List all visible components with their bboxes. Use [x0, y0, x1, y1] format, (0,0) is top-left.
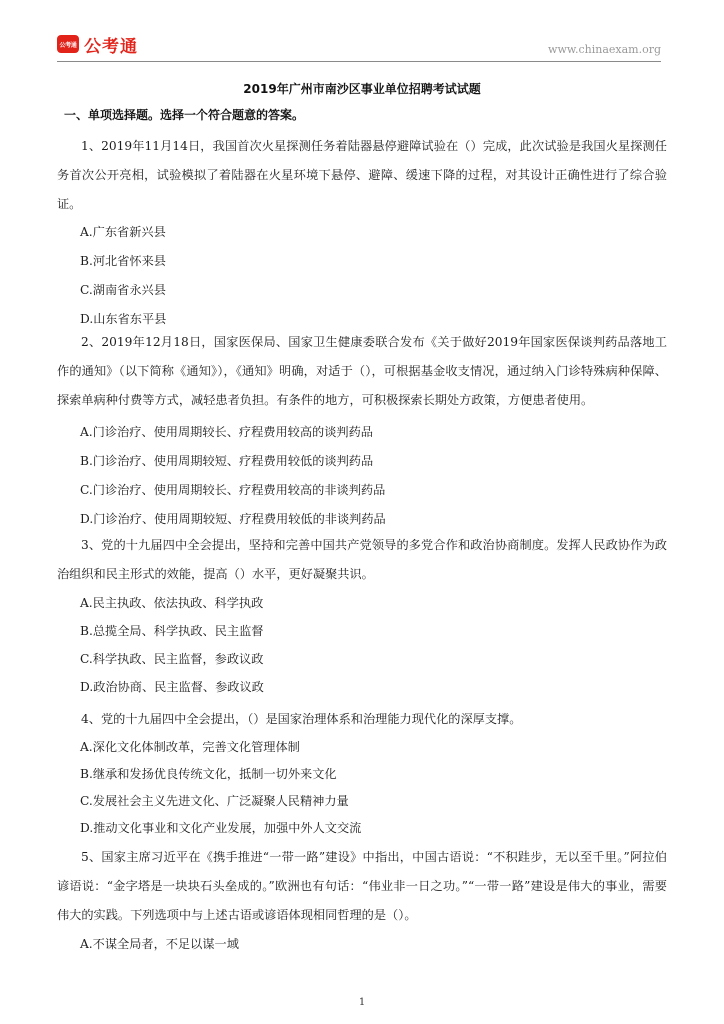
q3-option-c: C.科学执政、民主监督，参政议政 [80, 652, 264, 666]
q1-option-c: C.湖南省永兴县 [80, 283, 166, 297]
q3-option-b: B.总揽全局、科学执政、民主监督 [80, 624, 264, 638]
q4-option-b: B.继承和发扬优良传统文化，抵制一切外来文化 [80, 767, 337, 781]
question-5: 5、国家主席习近平在《携手推进“一带一路”建设》中指出，中国古语说：“不积跬步，无以至千里。”阿拉伯谚语说：“金字塔是一块块石头垒成的。”欧洲也有句话：“伟业非一日之功。”“一带一路”建设是伟大的事业，需要伟大的实践。下列选项中与上述古语或谚语体现相同哲理的是（）。 [57, 850, 667, 922]
question-3: 3、党的十九届四中全会提出，坚持和完善中国共产党领导的多党合作和政治协商制度。发挥人民政协作为政治组织和民主形式的效能，提高（）水平，更好凝聚共识。 [57, 538, 667, 581]
logo[interactable] [57, 33, 138, 55]
q1-option-d: D.山东省东平县 [80, 312, 167, 326]
q4-option-d: D.推动文化事业和文化产业发展，加强中外人文交流 [80, 821, 362, 835]
question-2: 2、2019年12月18日，国家医保局、国家卫生健康委联合发布《关于做好2019年国家医保谈判药品落地工作的通知》（以下简称《通知》），《通知》明确，对适于（），可根据基金收支情况，通过纳入门诊特殊病种保障、探索单病种付费等方式，减轻患者负担。有条件的地方，可积极探索长期处方政策，方便患者使用。 [57, 335, 667, 407]
q2-option-a: A.门诊治疗、使用周期较长、疗程费用较高的谈判药品 [80, 425, 373, 439]
logo-text: 公考通 [84, 36, 138, 57]
page-number: 1 [358, 997, 366, 1008]
q1-option-a: A.广东省新兴县 [80, 225, 166, 239]
logo-badge-icon: 公考通 [57, 35, 79, 53]
section-heading: 一、单项选择题。选择一个符合题意的答案。 [64, 108, 305, 122]
document-title: 2019年广州市南沙区事业单位招聘考试试题 [243, 82, 481, 96]
q1-option-b: B.河北省怀来县 [80, 254, 166, 268]
question-1: 1、2019年11月14日，我国首次火星探测任务着陆器悬停避障试验在（）完成，此次试验是我国火星探测任务首次公开亮相，试验模拟了着陆器在火星环境下悬停、避障、缓速下降的过程，对其设计正确性进行了综合验证。 [57, 139, 667, 211]
q2-option-b: B.门诊治疗、使用周期较短、疗程费用较低的谈判药品 [80, 454, 374, 468]
header-divider [57, 61, 661, 62]
q5-option-a: A.不谋全局者，不足以谋一域 [80, 937, 239, 951]
q4-option-c: C.发展社会主义先进文化、广泛凝聚人民精神力量 [80, 794, 349, 808]
page-header [0, 0, 724, 64]
q4-option-a: A.深化文化体制改革，完善文化管理体制 [80, 740, 300, 754]
q3-option-a: A.民主执政、依法执政、科学执政 [80, 596, 264, 610]
q2-option-c: C.门诊治疗、使用周期较长、疗程费用较高的非谈判药品 [80, 483, 386, 497]
site-url[interactable]: www.chinaexam.org [548, 43, 661, 56]
q2-option-d: D.门诊治疗、使用周期较短、疗程费用较低的非谈判药品 [80, 512, 386, 526]
q3-option-d: D.政治协商、民主监督、参政议政 [80, 680, 264, 694]
question-4: 4、党的十九届四中全会提出，（）是国家治理体系和治理能力现代化的深厚支撑。 [81, 712, 522, 726]
